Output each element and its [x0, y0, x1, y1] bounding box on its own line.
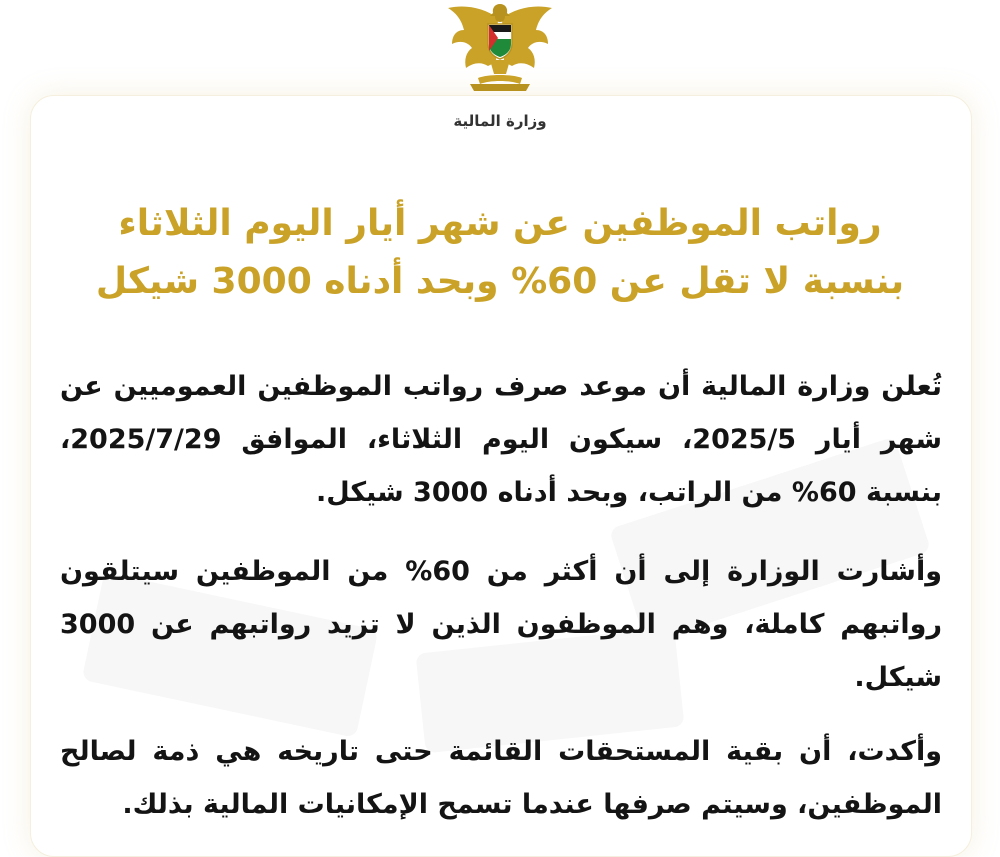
palestine-emblem-icon	[440, 0, 560, 95]
body-paragraph-1: تُعلن وزارة المالية أن موعد صرف رواتب الموظفين العموميين عن شهر أيار 2025/5، سيكون اليوم الثلاثاء، الموافق 2025/7/29، بنسبة 60% من الراتب، وبحد أدناه 3000 شيكل.	[60, 371, 942, 508]
headline-line-1: رواتب الموظفين عن شهر أيار اليوم الثلاثاء	[118, 203, 882, 244]
body-paragraph-3: وأكدت، أن بقية المستحقات القائمة حتى تاريخه هي ذمة لصالح الموظفين، وسيتم صرفها عندما تسمح الإمكانيات المالية بذلك.	[60, 736, 942, 820]
body-paragraph-2: وأشارت الوزارة إلى أن أكثر من 60% من الموظفين سيتلقون رواتبهم كاملة، وهم الموظفون الذين لا تزيد رواتبهم عن 3000 شيكل.	[60, 556, 942, 693]
headline-line-2: بنسبة لا تقل عن 60% وبحد أدناه 3000 شيكل	[95, 261, 905, 302]
headline	[60, 195, 940, 311]
ministry-name: وزارة المالية	[453, 112, 547, 130]
